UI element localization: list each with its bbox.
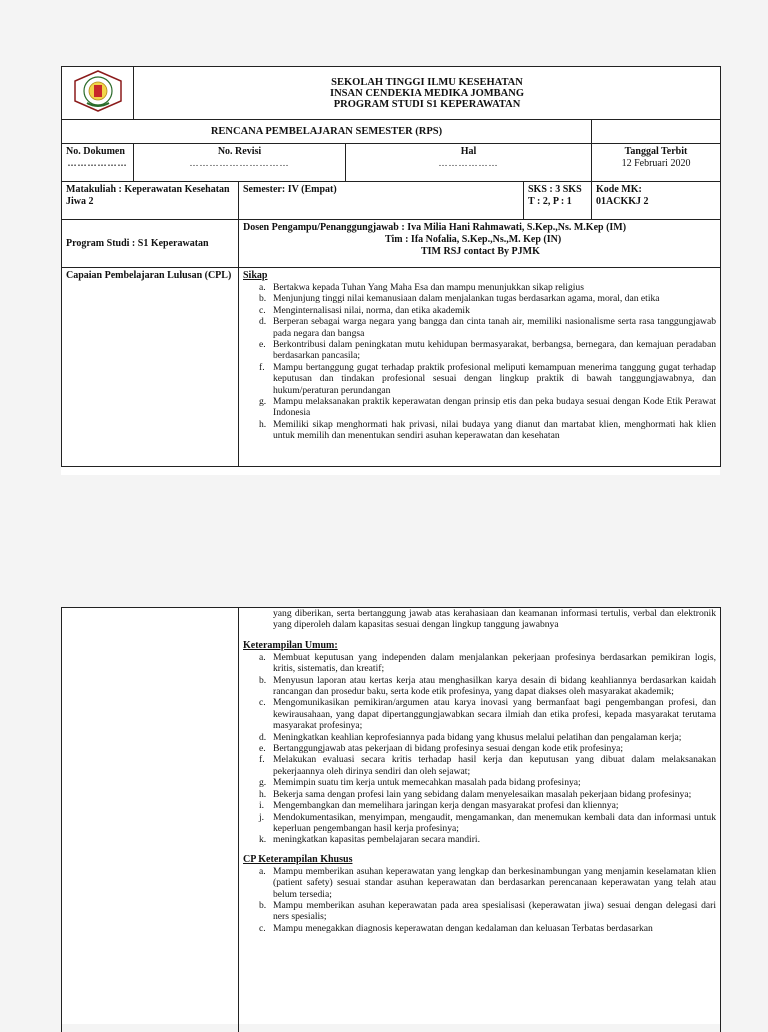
keterampilan-umum-item-text: Membuat keputusan yang independen dalam menjalankan pekerjaan profesinya berdasarkan pemikiran logis, kritis, sistematis, dan kreatif; (273, 652, 716, 675)
sikap-item-marker: h. (259, 419, 273, 442)
dosen-cell (239, 220, 721, 268)
rps-continuation-table (61, 607, 721, 1032)
sikap-item (243, 419, 716, 442)
institution-line-3: PROGRAM STUDI S1 KEPERAWATAN (138, 99, 716, 110)
keterampilan-umum-item-marker: i. (259, 800, 273, 811)
dosen-line-3: TIM RSJ contact By PJMK (243, 246, 716, 258)
keterampilan-umum-item-marker: h. (259, 789, 273, 800)
sikap-item (243, 362, 716, 396)
keterampilan-umum-item-text: Menyusun laporan atau kertas kerja atau menghasilkan karya desain di bidang keahliannya berdasarkan kaidah rancangan dan prosedur baku, serta kode etik profesinya, yang dapat diakses oleh masyarakat akademik; (273, 675, 716, 698)
keterampilan-umum-item-marker: a. (259, 652, 273, 675)
sikap-item-text: Mampu bertanggung gugat terhadap praktik profesional meliputi kemampuan menerima tanggung gugat terhadap keputusan dan tindakan profesional sesuai dengan lingkup praktik di bawah tanggungjawabnya, dan hukum/peraturan perundangan (273, 362, 716, 396)
keterampilan-khusus-item (243, 900, 716, 923)
keterampilan-umum-item-marker: c. (259, 697, 273, 731)
no-revisi-label: No. Revisi (138, 146, 341, 158)
logo-cell (62, 67, 134, 120)
sikap-item-marker: d. (259, 316, 273, 339)
cpl-label-cell: Capaian Pembelajaran Lulusan (CPL) (62, 268, 239, 467)
keterampilan-umum-item-text: Mengomunikasikan pemikiran/argumen atau karya inovasi yang bermanfaat bagi pengembangan profesi, dan kewirausahaan, yang dapat dipertanggungjawabkan secara ilmiah dan etika profesi, kepada masyarakat terutama masyarakat profesinya; (273, 697, 716, 731)
dosen-line-1: Dosen Pengampu/Penanggungjawab : Iva Milia Hani Rahmawati, S.Kep.,Ns. M.Kep (IM) (243, 222, 716, 234)
keterampilan-umum-item (243, 800, 716, 811)
sikap-list (243, 282, 716, 442)
keterampilan-khusus-item-text: Mampu menegakkan diagnosis keperawatan dengan kedalaman dan keluasan Terbatas berdasarkan (273, 923, 716, 934)
cpl-content-cell (239, 268, 721, 467)
keterampilan-umum-item (243, 812, 716, 835)
sikap-item-text: Berperan sebagai warga negara yang bangga dan cinta tanah air, memiliki nasionalisme serta rasa tanggungjawab pada negara dan bangsa (273, 316, 716, 339)
keterampilan-umum-item-text: Bertanggungjawab atas pekerjaan di bidang profesinya sesuai dengan kode etik profesinya; (273, 743, 716, 754)
no-revisi-value: ………………………… (138, 158, 341, 168)
keterampilan-umum-item (243, 789, 716, 800)
cpl-label-cell-continued (62, 608, 239, 1032)
keterampilan-umum-item-marker: b. (259, 675, 273, 698)
keterampilan-umum-item-text: Meningkatkan keahlian keprofesiannya pada bidang yang khusus melalui pelatihan dan pengalaman kerja; (273, 732, 716, 743)
keterampilan-umum-item (243, 732, 716, 743)
keterampilan-umum-item (243, 675, 716, 698)
sikap-item (243, 305, 716, 316)
keterampilan-umum-item (243, 697, 716, 731)
sikap-item (243, 339, 716, 362)
sikap-item (243, 316, 716, 339)
keterampilan-umum-item-marker: f. (259, 754, 273, 777)
sikap-continued-text: yang diberikan, serta bertanggung jawab atas kerahasiaan dan keamanan informasi tertulis, verbal dan elektronik yang diperoleh dalam kapasitas sesuai dengan lingkup tanggung jawabnya (243, 608, 716, 631)
sikap-item-text: Menginternalisasi nilai, norma, dan etika akademik (273, 305, 716, 316)
keterampilan-umum-item-text: Melakukan evaluasi secara kritis terhadap hasil kerja dan keputusan yang dibuat dalam melaksanakan pekerjaannya oleh dirinya sendiri dan oleh sejawat; (273, 754, 716, 777)
document-page-1 (61, 66, 720, 475)
blank-cell (592, 120, 721, 144)
sks-cell (524, 182, 592, 220)
keterampilan-khusus-item (243, 866, 716, 900)
cpl-content-cell-continued (239, 608, 721, 1032)
sikap-item-marker: a. (259, 282, 273, 293)
semester-cell: Semester: IV (Empat) (239, 182, 524, 220)
keterampilan-khusus-item-text: Mampu memberikan asuhan keperawatan pada area spesialisasi (keperawatan jiwa) sesuai dengan delegasi dari ners spesialis; (273, 900, 716, 923)
no-dokumen-cell (62, 144, 134, 182)
kode-mk-label: Kode MK: (596, 184, 716, 196)
keterampilan-umum-item-marker: d. (259, 732, 273, 743)
keterampilan-umum-item-text: Mengembangkan dan memelihara jaringan kerja dengan masyarakat profesi dan kliennya; (273, 800, 716, 811)
keterampilan-umum-item (243, 652, 716, 675)
sikap-item (243, 396, 716, 419)
keterampilan-umum-item (243, 754, 716, 777)
keterampilan-khusus-item-text: Mampu memberikan asuhan keperawatan yang lengkap dan berkesinambungan yang menjamin keselamatan klien (patient safety) sesuai standar asuhan keperawatan dan berdasarkan perencanaan keperawatan yang telah atau belum tersedia; (273, 866, 716, 900)
hal-label: Hal (350, 146, 587, 158)
sikap-item (243, 293, 716, 304)
program-studi-cell: Program Studi : S1 Keperawatan (62, 220, 239, 268)
rps-header-table (61, 66, 721, 467)
sikap-item-marker: g. (259, 396, 273, 419)
institution-header (134, 67, 721, 120)
sikap-item (243, 282, 716, 293)
kode-mk-value: 01ACKKJ 2 (596, 196, 716, 208)
keterampilan-umum-item-marker: g. (259, 777, 273, 788)
institution-logo (69, 69, 127, 113)
institution-line-2: INSAN CENDEKIA MEDIKA JOMBANG (138, 88, 716, 99)
sikap-item-text: Bertakwa kepada Tuhan Yang Maha Esa dan mampu menunjukkan sikap religius (273, 282, 716, 293)
no-dokumen-label: No. Dokumen (66, 146, 129, 158)
institution-line-1: SEKOLAH TINGGI ILMU KESEHATAN (138, 77, 716, 88)
sikap-item-marker: c. (259, 305, 273, 316)
keterampilan-khusus-list (243, 866, 716, 934)
sikap-item-marker: b. (259, 293, 273, 304)
keterampilan-khusus-item-marker: c. (259, 923, 273, 934)
tanggal-value: 12 Februari 2020 (596, 158, 716, 170)
tanggal-cell (592, 144, 721, 182)
keterampilan-umum-list (243, 652, 716, 846)
keterampilan-umum-item-text: Mendokumentasikan, menyimpan, mengaudit, mengamankan, dan menemukan kembali data dan informasi untuk keperluan pengembangan hasil kerja profesinya; (273, 812, 716, 835)
keterampilan-khusus-heading: CP Keterampilan Khusus (243, 854, 716, 866)
sikap-heading: Sikap (243, 270, 716, 282)
sikap-item-text: Memiliki sikap menghormati hak privasi, nilai budaya yang dianut dan martabat klien, menghormati hak klien untuk memilih dan menentukan sendiri asuhan keperawatan dan kesehatan (273, 419, 716, 442)
keterampilan-umum-item-text: Bekerja sama dengan profesi lain yang sebidang dalam menyelesaikan masalah pekerjaan bidang profesinya; (273, 789, 716, 800)
keterampilan-umum-heading: Keterampilan Umum: (243, 640, 716, 652)
keterampilan-umum-item-text: Memimpin suatu tim kerja untuk memecahkan masalah pada bidang profesinya; (273, 777, 716, 788)
kode-mk-cell (592, 182, 721, 220)
sikap-item-text: Berkontribusi dalam peningkatan mutu kehidupan bermasyarakat, berbangsa, bernegara, dan kemajuan peradaban berdasarkan pancasila; (273, 339, 716, 362)
sikap-item-text: Mampu melaksanakan praktik keperawatan dengan prinsip etis dan peka budaya sesuai dengan Kode Etik Perawat Indonesia (273, 396, 716, 419)
sks-line-1: SKS : 3 SKS (528, 184, 587, 196)
document-page-2 (61, 607, 720, 1024)
keterampilan-umum-item-marker: e. (259, 743, 273, 754)
keterampilan-umum-item (243, 777, 716, 788)
sikap-item-text: Menjunjung tinggi nilai kemanusiaan dalam menjalankan tugas berdasarkan agama, moral, dan etika (273, 293, 716, 304)
keterampilan-umum-item-text: meningkatkan kapasitas pembelajaran secara mandiri. (273, 834, 716, 845)
keterampilan-khusus-item-marker: a. (259, 866, 273, 900)
keterampilan-umum-item-marker: k. (259, 834, 273, 845)
hal-cell (346, 144, 592, 182)
sks-line-2: T : 2, P : 1 (528, 196, 587, 208)
hal-value: ……………… (350, 158, 587, 168)
sikap-item-marker: e. (259, 339, 273, 362)
dosen-line-2: Tim : Ifa Nofalia, S.Kep.,Ns.,M. Kep (IN) (243, 234, 716, 246)
keterampilan-umum-item (243, 834, 716, 845)
keterampilan-khusus-item-marker: b. (259, 900, 273, 923)
keterampilan-khusus-item (243, 923, 716, 934)
tanggal-label: Tanggal Terbit (596, 146, 716, 158)
keterampilan-umum-item-marker: j. (259, 812, 273, 835)
no-dokumen-value: ……………… (66, 158, 129, 168)
sikap-item-marker: f. (259, 362, 273, 396)
no-revisi-cell (134, 144, 346, 182)
document-title: RENCANA PEMBELAJARAN SEMESTER (RPS) (62, 120, 592, 144)
matakuliah-cell: Matakuliah : Keperawatan Kesehatan Jiwa 2 (62, 182, 239, 220)
keterampilan-umum-item (243, 743, 716, 754)
